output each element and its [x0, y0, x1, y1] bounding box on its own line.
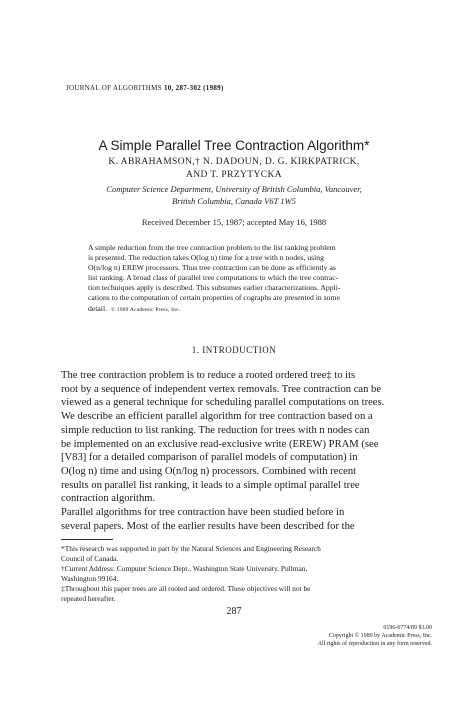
section-title: INTRODUCTION [202, 345, 277, 355]
body-text [61, 369, 409, 533]
abstract-line: O(n/log n) EREW processors. Thus tree contraction can be done as efficiently as [88, 263, 336, 273]
footnote-line: repeated hereafter. [61, 593, 116, 603]
footnote-3 [61, 584, 409, 603]
body-line: simple reduction to list ranking. The reduction for trees with n nodes can [61, 424, 370, 436]
body-line: results on parallel list ranking, it leads to a simple optimal parallel tree [61, 479, 360, 491]
footnote-line: *This research was supported in part by the Natural Sciences and Engineering Research [61, 544, 321, 553]
section-number: 1. [191, 345, 200, 355]
journal-header [66, 84, 224, 92]
abstract-line: is presented. The reduction takes O(log n) time for a tree with n nodes, using [88, 253, 324, 263]
abstract [88, 243, 380, 315]
footnote-line: Council of Canada. [61, 553, 119, 563]
abstract-line: list ranking. A broad class of parallel tree computations to which the tree contrac- [88, 273, 339, 283]
footnote-line: ‡Throughout this paper trees are all rooted and ordered. These objectives will not be [61, 584, 311, 593]
body-line: be implemented on an exclusive read-exclusive write (EREW) PRAM (see [61, 438, 379, 450]
footnote-1 [61, 544, 409, 563]
body-line: O(log n) time and using O(n/log n) processors. Combined with recent [61, 465, 357, 477]
issn-price: 0196-6774/89 $3.00 [383, 625, 432, 631]
journal-volume-pages: 10, 287-302 (1989) [163, 84, 224, 92]
body-line: root by a sequence of independent vertex removals. Tree contraction can be [61, 383, 382, 395]
abstract-line: cations to the computation of certain properties of cographs are presented in some [88, 293, 340, 303]
authors-line-1: K. ABRAHAMSON,† N. DADOUN, D. G. KIRKPATRICK, [108, 157, 360, 167]
rights-line: All rights of reproduction in any form reserved. [317, 641, 432, 647]
body-line: The tree contraction problem is to reduce a rooted ordered tree‡ to its [61, 370, 356, 381]
body-line: [V83] for a detailed comparison of parallel models of computation) in [61, 452, 358, 464]
journal-name: JOURNAL OF ALGORITHMS [66, 84, 162, 92]
affiliation-line-2: British Columbia, Canada V6T 1W5 [172, 196, 296, 206]
abstract-line: tion techniques apply is described. This subsumes earlier characterizations. Appli- [88, 283, 341, 293]
body-line: contraction algorithm. [61, 493, 156, 505]
paper-title: A Simple Parallel Tree Contraction Algorithm* [98, 138, 370, 153]
affiliation-line-1: Computer Science Department, University of British Columbia, Vancouver, [106, 184, 362, 194]
footnote-line: †Current Address: Computer Science Dept., Washington State University, Pullman, [61, 564, 308, 573]
body-line: several papers. Most of the earlier results have been described for the [61, 520, 355, 532]
body-line: Parallel algorithms for tree contraction have been studied before in [61, 507, 345, 519]
abstract-copyright: © 1989 Academic Press, Inc. [110, 306, 181, 313]
page-number: 287 [226, 606, 242, 617]
body-line: viewed as a general technique for scheduling parallel computations on trees. [61, 397, 385, 409]
abstract-last-line [88, 304, 380, 315]
footnote-rule [61, 539, 113, 540]
abstract-last-text: detail. [88, 303, 107, 313]
abstract-line: A simple reduction from the tree contraction problem to the list ranking problem [88, 243, 336, 252]
received-dates: Received December 15, 1987; accepted May 16, 1988 [141, 217, 327, 227]
footnote-line: Washington 99164. [61, 573, 119, 583]
footnote-2 [61, 564, 409, 583]
authors-line-2: AND T. PRZYTYCKA [185, 170, 283, 180]
section-heading [0, 345, 468, 355]
copyright-line: Copyright © 1989 by Academic Press, Inc. [328, 633, 432, 639]
body-line: We describe an efficient parallel algorithm for tree contraction based on a [61, 411, 373, 423]
